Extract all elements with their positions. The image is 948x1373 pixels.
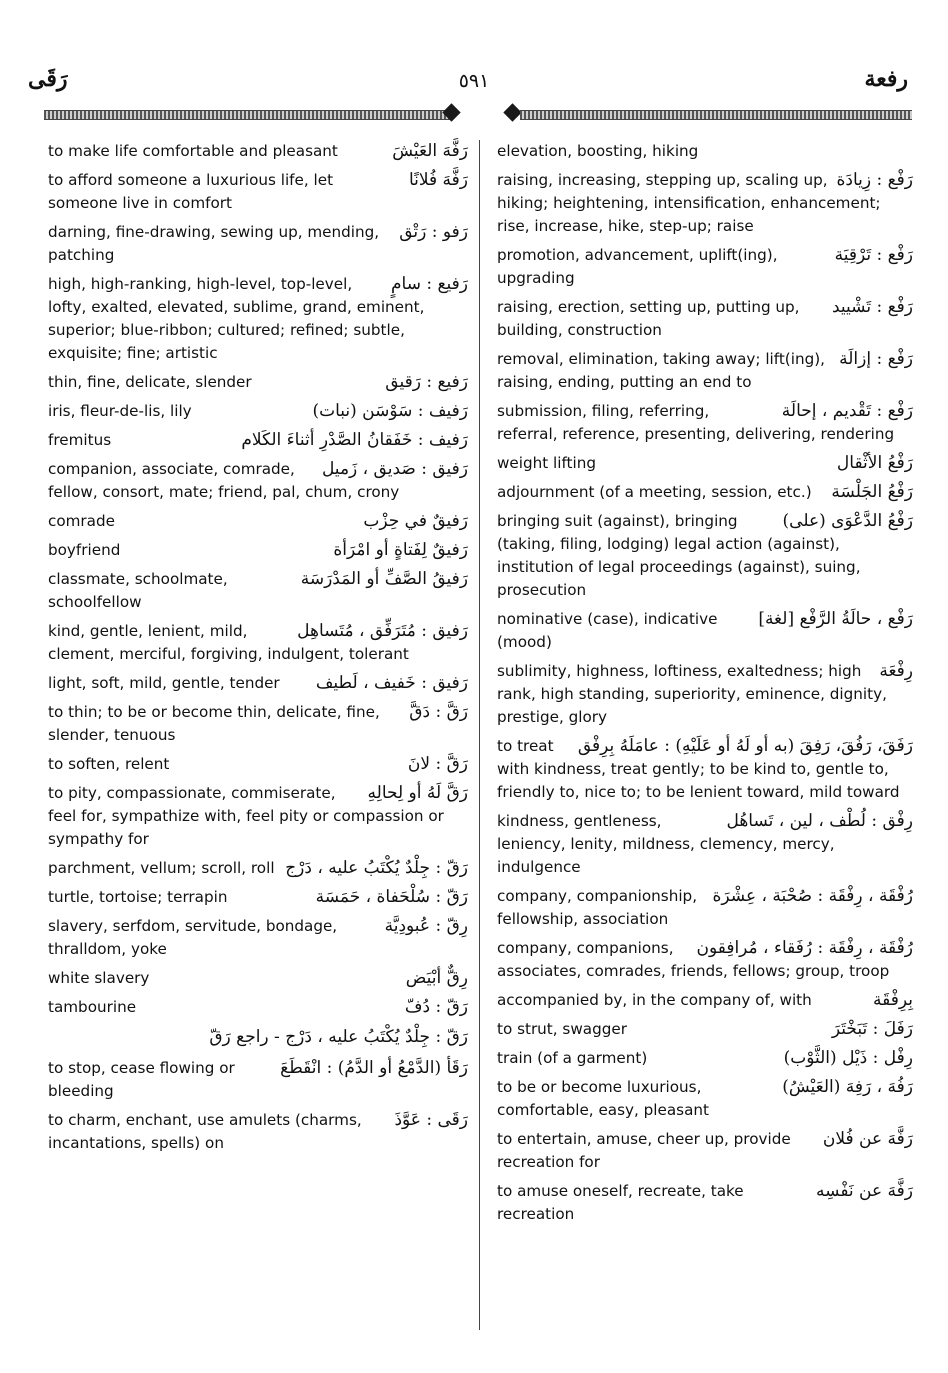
entry-english-definition: raising, increasing, stepping up, scaling up, hiking; heightening, intensification, enhancement; rise, increase, hike, step-up; raise [497,171,881,235]
entry-english-definition: to be or become luxurious, comfortable, easy, pleasant [497,1078,709,1119]
dictionary-entry [48,753,468,776]
dictionary-entry [497,400,913,446]
dictionary-entry [497,989,913,1012]
entry-arabic-headword: رَفيق : مُتَرَفِّق ، مُتَساهِل [297,621,468,641]
dictionary-entry [48,857,468,880]
dictionary-entry [48,915,468,961]
entry-arabic-headword: رَفو : رَتْق [399,222,468,242]
entry-arabic-headword: رَفْع : إزالَة [839,349,913,369]
entry-english-definition: nominative (case), indicative (mood) [497,610,718,651]
dictionary-entry [497,169,913,238]
dictionary-entry [48,568,468,614]
header-rule-right [520,110,912,120]
dictionary-entry [497,608,913,654]
entry-english-definition: to thin; to be or become thin, delicate, fine, slender, tenuous [48,703,380,744]
entry-arabic-headword: رَفْع : تَشْييد [832,297,913,317]
dictionary-entry [48,1057,468,1103]
entry-english-definition: company, companions, associates, comrades, friends, fellows; group, troop [497,939,890,980]
entry-arabic-headword: رَفَّهَ عن فُلان [822,1129,913,1149]
dictionary-entry [48,620,468,666]
entry-english-definition: iris, fleur-de-lis, lily [48,402,192,420]
entry-arabic-headword: بِرِفْقَة [873,990,913,1010]
entry-arabic-headword: رَفَّهَ عن نَفْسِه [816,1181,913,1201]
entry-english-definition: adjournment (of a meeting, session, etc.) [497,483,812,501]
entry-arabic-headword: رِفْل : ذَيْل (الثَّوْب) [783,1048,913,1068]
entry-arabic-headword: رَفيف : سَوْسَن (نبات) [312,401,468,421]
entry-english-definition: elevation, boosting, hiking [497,142,699,160]
dictionary-entry [497,1047,913,1070]
entry-arabic-headword: رَفْع : زِيادَة [836,170,913,190]
entry-english-definition: submission, filing, referring, referral, reference, presenting, delivering, rendering [497,402,895,443]
entry-arabic-headword: رَفيقٌ في حِزْب [363,511,468,531]
entry-english-definition: company, companionship, fellowship, association [497,887,698,928]
dictionary-entry [48,701,468,747]
entry-english-definition: to treat with kindness, treat gently; to be kind to, gentle to, friendly to, nice to; to be lenient toward, mild toward [497,737,900,801]
entry-arabic-headword: رَقّ : جِلْدٌ يُكْتَبُ عليه ، دَرْج [285,858,468,878]
dictionary-entry [48,140,468,163]
entry-arabic-headword: رَفْعُ الدَّعْوَى (على) [782,511,913,531]
dictionary-entry [497,140,913,163]
entry-arabic-headword: رَفْعُ الجَلْسَة [831,482,913,502]
entry-english-definition: train (of a garment) [497,1049,648,1067]
entry-arabic-crossref: رَقّ : جِلْدٌ يُكْتَبُ عليه ، دَرْج - راجع رَقّ [209,1027,468,1047]
dictionary-entry [497,1180,913,1226]
dictionary-entry [497,660,913,729]
entry-arabic-headword: رَقّ : دُفّ [404,997,468,1017]
entry-arabic-headword: رَقَأ (الدَّمْعُ أو الدَّمُ) : انْقَطَعَ [280,1058,468,1078]
entry-english-definition: slavery, serfdom, servitude, bondage, thralldom, yoke [48,917,338,958]
entry-arabic-headword: رَفْع ، حالَةُ الرَّفْع [لغة] [758,609,913,629]
entry-english-definition: high, high-ranking, high-level, top-level, lofty, exalted, elevated, sublime, grand, eminent, superior; blue-ribbon; cultured; refined; subtle, exquisite; fine; artistic [48,275,425,362]
dictionary-entry [48,458,468,504]
entry-english-definition: thin, fine, delicate, slender [48,373,252,391]
entry-english-definition: to afford someone a luxurious life, let someone live in comfort [48,171,334,212]
dictionary-entry [48,510,468,533]
entry-english-definition: companion, associate, comrade, fellow, consort, mate; friend, pal, chum, crony [48,460,400,501]
entry-arabic-headword: رَفَّهَ فُلانًا [408,170,468,190]
entry-arabic-headword: رَفيقٌ لِفَتاةٍ أو امْرَأة [333,540,468,560]
entry-english-definition: kind, gentle, lenient, mild, clement, merciful, forgiving, indulgent, tolerant [48,622,409,663]
entry-arabic-headword: رَفُهَ ، رَفِهَ (العَيْشُ) [782,1077,913,1097]
entry-english-definition: to pity, compassionate, commiserate, feel for, sympathize with, feel pity or compassion or sympathy for [48,784,444,848]
entry-arabic-headword: رَفْع : تَقْديم ، إحالَة [781,401,913,421]
entry-english-definition: parchment, vellum; scroll, roll [48,859,275,877]
entry-arabic-headword: رَفيع : رَقيق [385,372,468,392]
dictionary-entry [48,371,468,394]
entry-english-definition: darning, fine-drawing, sewing up, mending, patching [48,223,380,264]
entry-arabic-headword: رَفْع : تَرْقِيَة [834,245,913,265]
entry-arabic-headword: رَفيق : خَفيف ، لَطيف [315,673,468,693]
entry-arabic-headword: رَقَّ لَهُ أو لِحالِهِ [367,783,468,803]
entry-arabic-headword: رِقٌّ أبْيَض [405,968,468,988]
entry-english-definition: to entertain, amuse, cheer up, provide recreation for [497,1130,791,1171]
dictionary-entry [497,510,913,602]
entry-english-definition: kindness, gentleness, leniency, lenity, mildness, clemency, mercy, indulgence [497,812,835,876]
dictionary-entry [48,886,468,909]
entry-english-definition: to soften, relent [48,755,170,773]
entry-english-definition: comrade [48,512,115,530]
entry-english-definition: boyfriend [48,541,121,559]
entry-arabic-headword: رِفْعَة [879,661,913,681]
dictionary-entry [497,937,913,983]
dictionary-entry [497,244,913,290]
right-column [497,140,913,1232]
column-divider [479,140,480,1330]
entry-arabic-headword: رَفيق : صَديق ، زَميل [321,459,468,479]
dictionary-entry [497,735,913,804]
dictionary-entry [497,1128,913,1174]
entry-english-definition: light, soft, mild, gentle, tender [48,674,280,692]
dictionary-entry [48,429,468,452]
entry-english-definition: to amuse oneself, recreate, take recreation [497,1182,744,1223]
dictionary-entry [48,1109,468,1155]
dictionary-entry [497,296,913,342]
header-rule-left [44,110,452,120]
entry-english-definition: accompanied by, in the company of, with [497,991,812,1009]
dictionary-entry [48,782,468,851]
dictionary-entry [48,273,468,365]
diamond-ornament-icon [503,103,521,121]
entry-english-definition: weight lifting [497,454,596,472]
entry-arabic-headword: رَفيف : خَفَقانُ الصَّدْرِ أثناءَ الكَلام [241,430,468,450]
entry-arabic-headword: رَفَلَ : تَبَخْتَرَ [831,1019,913,1039]
dictionary-entry [48,967,468,990]
entry-arabic-headword: رَفيع : سامٍ [391,274,468,294]
entry-english-definition: white slavery [48,969,150,987]
left-column [48,140,468,1161]
entry-english-definition: to charm, enchant, use amulets (charms, incantations, spells) on [48,1111,362,1152]
dictionary-entry [497,1018,913,1041]
entry-arabic-headword: رَفْعُ الأثْقال [836,453,913,473]
dictionary-entry [497,1076,913,1122]
entry-arabic-headword: رِفْق : لُطْف ، لين ، تَساهُل [726,811,913,831]
dictionary-entry [48,672,468,695]
dictionary-entry [48,539,468,562]
guide-word-right: رفعة [864,66,908,92]
entry-arabic-headword: رَفيقُ الصَّفِّ أو المَدْرَسَة [300,569,468,589]
page-number: ٥٩١ [458,70,490,92]
dictionary-entry [497,452,913,475]
dictionary-entry [48,221,468,267]
entry-english-definition: to make life comfortable and pleasant [48,142,338,160]
dictionary-entry [497,481,913,504]
entry-english-definition: to stop, cease flowing or bleeding [48,1059,235,1100]
dictionary-entry [48,996,468,1019]
entry-arabic-headword: رَقَّ : لانَ [407,754,468,774]
entry-arabic-headword: رَقَّ : دَقَّ [409,702,468,722]
entry-english-definition: to strut, swagger [497,1020,627,1038]
entry-arabic-headword: رَقّ : سُلْحَفاة ، حَمَسَة [315,887,468,907]
entry-english-definition: classmate, schoolmate, schoolfellow [48,570,228,611]
entry-english-definition: turtle, tortoise; terrapin [48,888,228,906]
entry-english-definition: bringing suit (against), bringing (taking, filing, lodging) legal action (against), institution of legal proceedings (against), suing, prosecution [497,512,861,599]
page-header [0,60,948,120]
entry-arabic-headword: رِقّ : عُبودِيَّة [384,916,468,936]
dictionary-entry [48,400,468,423]
dictionary-entry [497,810,913,879]
entry-arabic-headword: رَفَقَ، رَفُقَ، رَفِقَ (به أو لَهُ أو عَلَيْهِ) : عامَلَهُ بِرِفْق [577,736,913,756]
entry-arabic-headword: رَفَّهَ العَيْشَ [392,141,468,161]
entry-english-definition: fremitus [48,431,112,449]
dictionary-entry [497,885,913,931]
entry-arabic-headword: رُفْقَة ، رِفْقَة : رُفَقاء ، مُرافِقون [696,938,913,958]
dictionary-entry [497,348,913,394]
guide-word-left: رَقَى [28,66,68,92]
entry-arabic-headword: رُفْقَة ، رِفْقَة : صُحْبَة ، عِشْرَة [712,886,913,906]
entry-english-definition: tambourine [48,998,137,1016]
entry-english-definition: promotion, advancement, uplift(ing), upgrading [497,246,778,287]
entry-english-definition: sublimity, highness, loftiness, exaltedness; high rank, high standing, superiority, eminence, dignity, prestige, glory [497,662,887,726]
entry-english-definition: removal, elimination, taking away; lift(ing), raising, ending, putting an end to [497,350,825,391]
entry-english-definition: raising, erection, setting up, putting up, building, construction [497,298,800,339]
entry-arabic-headword: رَقَى : عَوَّذَ [394,1110,468,1130]
dictionary-entry [48,169,468,215]
